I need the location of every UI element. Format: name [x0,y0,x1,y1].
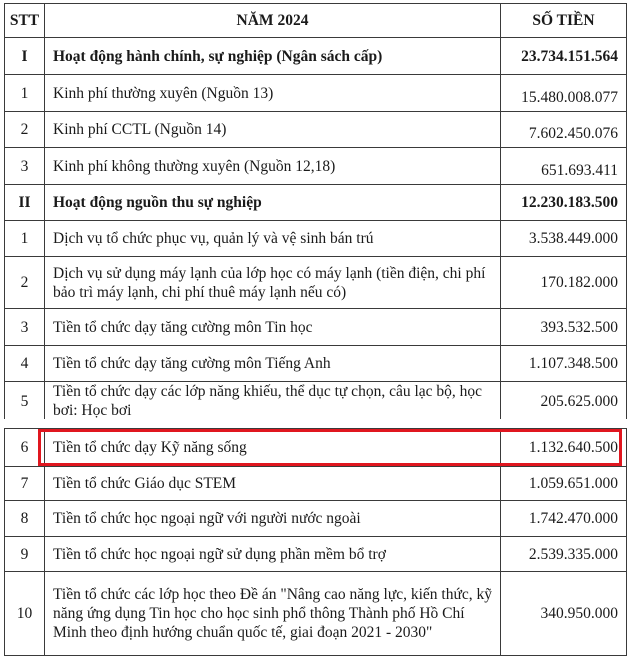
row-stt: 6 [5,429,45,467]
section-stt: II [5,185,45,221]
row-stt: 10 [5,572,45,656]
table-row [5,501,627,537]
row-amount: 1.059.651.000 [501,467,627,501]
row-amount: 393.532.500 [501,309,627,346]
table-header-row [5,4,627,38]
row-content: Tiền tổ chức dạy Kỹ năng sống [45,429,501,467]
row-amount: 1.742.470.000 [501,501,627,537]
table-row [5,572,627,656]
row-stt: 2 [5,257,45,309]
row-content: Tiền tổ chức học ngoại ngữ sử dụng phần mềm bổ trợ [45,537,501,572]
row-content: Tiền tổ chức Giáo dục STEM [45,467,501,501]
section-title: Hoạt động hành chính, sự nghiệp (Ngân sách cấp) [45,38,501,75]
row-amount: 205.625.000 [501,382,627,421]
budget-table-upper [4,3,627,421]
row-amount: 340.950.000 [501,572,627,656]
row-stt: 1 [5,221,45,257]
row-stt: 4 [5,346,45,382]
table-row [5,309,627,346]
row-amount: 15.480.008.077 [501,75,627,112]
budget-table-lower [4,428,627,656]
page-break-gap [0,419,628,428]
section-amount: 12.230.183.500 [501,185,627,221]
row-content: Tiền tổ chức học ngoại ngữ với người nước ngoài [45,501,501,537]
header-amount: SỐ TIỀN [501,4,627,38]
row-stt: 3 [5,148,45,185]
row-content: Dịch vụ sử dụng máy lạnh của lớp học có máy lạnh (tiền điện, chi phí bảo trì máy lạnh, chi phí thuê máy lạnh nếu có) [45,257,501,309]
row-stt: 2 [5,112,45,148]
row-amount: 3.538.449.000 [501,221,627,257]
table-row [5,112,627,148]
row-stt: 5 [5,382,45,421]
section-row-I [5,38,627,75]
row-stt: 1 [5,75,45,112]
section-title: Hoạt động nguồn thu sự nghiệp [45,185,501,221]
row-stt: 9 [5,537,45,572]
table-row [5,346,627,382]
row-content: Tiền tổ chức dạy các lớp năng khiếu, thể dục tự chọn, câu lạc bộ, học bơi: Học bơi [45,382,501,421]
row-content: Tiền tổ chức các lớp học theo Đề án "Nâng cao năng lực, kiến thức, kỹ năng ứng dụng Tin học cho học sinh phổ thông Thành phố Hồ Chí Minh theo định hướng chuẩn quốc tế, giai đoạn 2021 - 2030" [45,572,501,656]
table-row [5,429,627,467]
table-row [5,257,627,309]
table-row [5,148,627,185]
row-amount: 651.693.411 [501,148,627,185]
section-amount: 23.734.151.564 [501,38,627,75]
row-stt: 8 [5,501,45,537]
row-content: Kinh phí không thường xuyên (Nguồn 12,18) [45,148,501,185]
row-stt: 7 [5,467,45,501]
row-content: Kinh phí thường xuyên (Nguồn 13) [45,75,501,112]
table-row [5,221,627,257]
row-content: Kinh phí CCTL (Nguồn 14) [45,112,501,148]
row-amount: 1.107.348.500 [501,346,627,382]
header-year: NĂM 2024 [45,4,501,38]
table-row [5,467,627,501]
section-stt: I [5,38,45,75]
table-row [5,537,627,572]
row-stt: 3 [5,309,45,346]
table-row [5,75,627,112]
row-content: Dịch vụ tổ chức phục vụ, quản lý và vệ sinh bán trú [45,221,501,257]
section-row-II [5,185,627,221]
table-row [5,382,627,421]
row-amount: 7.602.450.076 [501,112,627,148]
row-content: Tiền tổ chức dạy tăng cường môn Tin học [45,309,501,346]
row-amount: 1.132.640.500 [501,429,627,467]
row-content: Tiền tổ chức dạy tăng cường môn Tiếng Anh [45,346,501,382]
row-amount: 2.539.335.000 [501,537,627,572]
header-stt: STT [5,4,45,38]
row-amount: 170.182.000 [501,257,627,309]
